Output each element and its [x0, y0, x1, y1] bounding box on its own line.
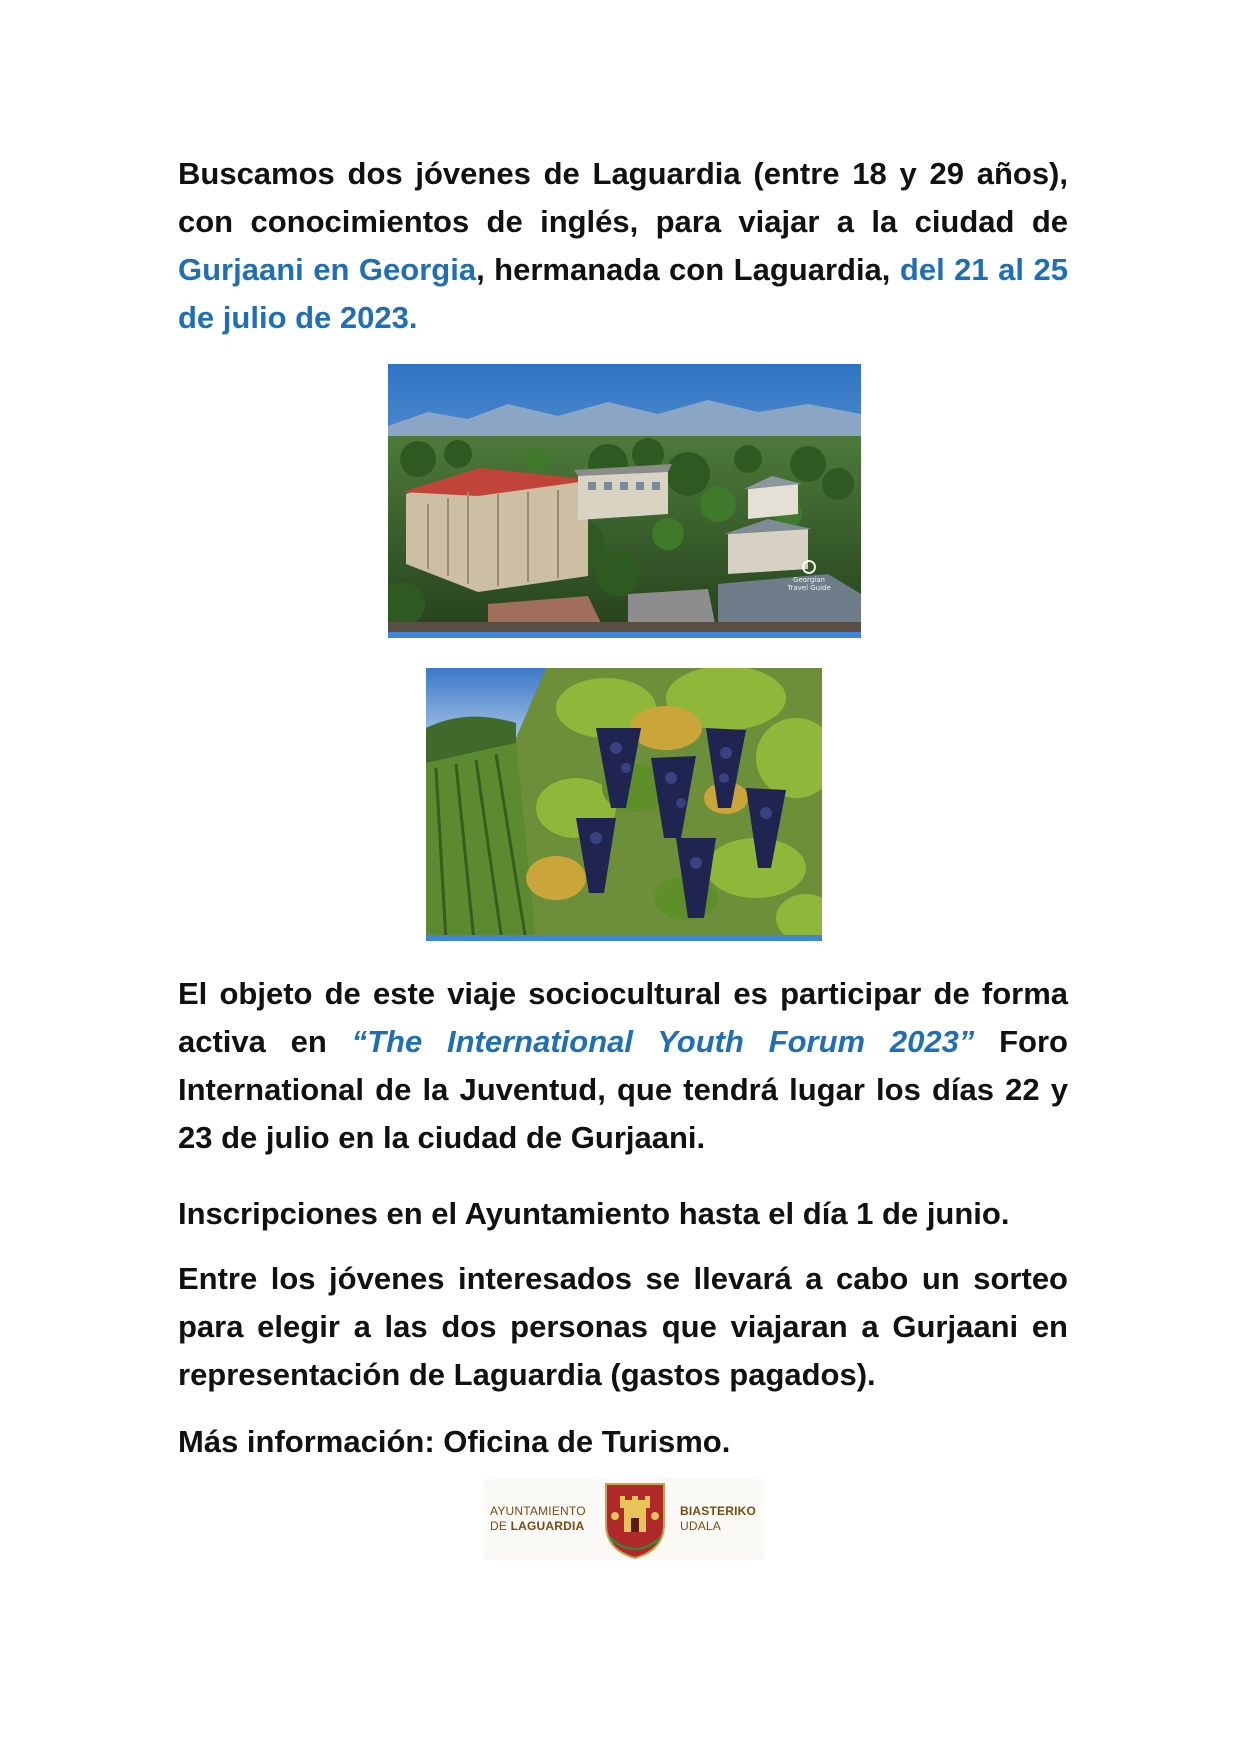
purpose-paragraph	[178, 970, 1068, 1162]
intro-text-2: , hermanada con Laguardia,	[476, 252, 900, 287]
date-highlight: del 21 al 25 de julio de 2023.	[178, 252, 1068, 335]
logo-left-strong: LAGUARDIA	[510, 1519, 585, 1533]
vineyard-grapes-photo	[426, 668, 822, 941]
gurjaani-city-photo	[388, 364, 861, 638]
more-info-paragraph: Más información: Oficina de Turismo.	[178, 1424, 731, 1459]
logo-left-prefix: DE	[490, 1519, 511, 1533]
travel-guide-logo-icon	[802, 560, 816, 574]
intro-text: Buscamos dos jóvenes de Laguardia (entre 18 y 29 años), con conocimientos de inglés, para viajar a la ciudad de	[178, 156, 1068, 239]
city-landscape-illustration	[388, 364, 861, 638]
logo-right-line-1: BIASTERIKO	[680, 1504, 757, 1518]
intro-paragraph	[178, 150, 1068, 342]
destination-highlight: Gurjaani en Georgia	[178, 252, 477, 287]
travel-guide-watermark	[779, 560, 839, 592]
logo-spanish-name	[490, 1504, 586, 1534]
laguardia-town-hall-logo	[484, 1478, 764, 1560]
coat-of-arms-icon	[602, 1480, 668, 1560]
logo-left-line-1: AYUNTAMIENTO	[490, 1504, 586, 1518]
registration-paragraph: Inscripciones en el Ayuntamiento hasta el día 1 de junio.	[178, 1196, 1010, 1231]
forum-name-highlight: “The International Youth Forum 2023”	[351, 1024, 975, 1059]
vineyard-illustration	[426, 668, 822, 941]
logo-left-line-2	[490, 1519, 586, 1534]
purpose-text-2: Foro International de la Juventud, que tendrá lugar los días 22 y 23 de julio en la ciudad de Gurjaani.	[178, 1024, 1068, 1155]
watermark-line-2: Travel Guide	[787, 584, 831, 592]
logo-right-line-2: UDALA	[680, 1519, 722, 1533]
purpose-text: El objeto de este viaje sociocultural es participar de forma activa en	[178, 976, 1068, 1059]
draw-paragraph: Entre los jóvenes interesados se llevará a cabo un sorteo para elegir a las dos personas que viajaran a Gurjaani en representación de Laguardia (gastos pagados).	[178, 1261, 1068, 1392]
watermark-line-1: Georgian	[793, 576, 825, 584]
logo-basque-name	[680, 1504, 756, 1534]
